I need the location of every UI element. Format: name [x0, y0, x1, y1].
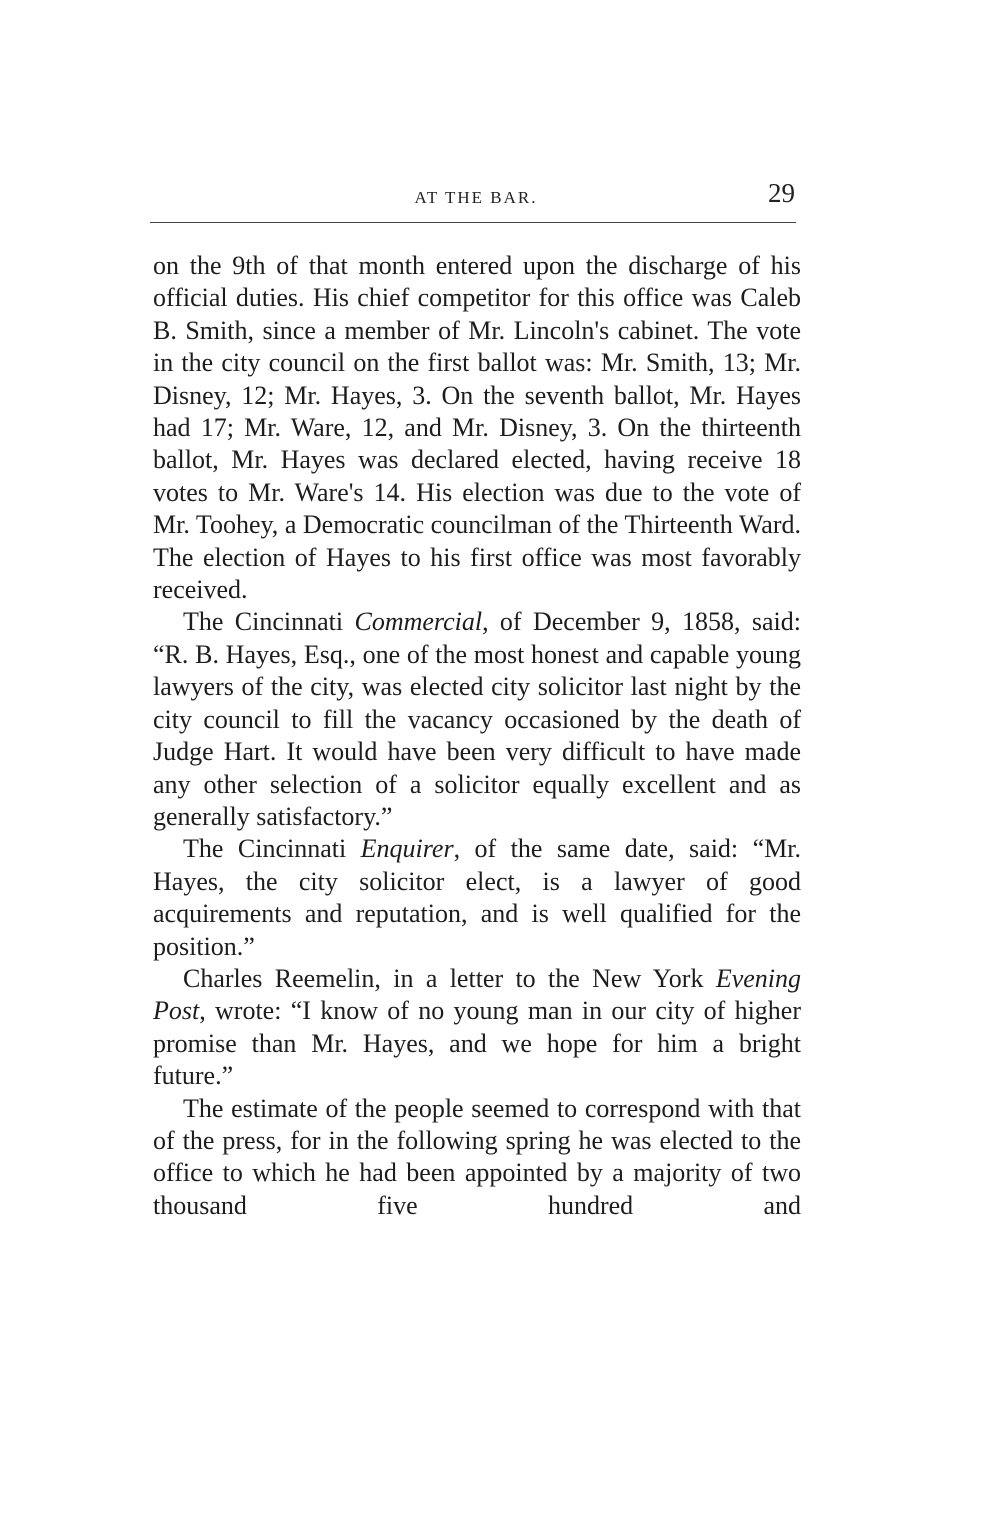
running-head [153, 176, 799, 216]
paragraph-3 [153, 833, 801, 963]
paragraph-4-text-b: , wrote: “I know of no young man in our city of higher promise than Mr. Hayes, and we hope for him a bright future.” [153, 996, 801, 1091]
newspaper-title-enquirer: Enquirer [360, 834, 454, 864]
paragraph-3-text-b: , of the same date, said: “Mr. Hayes, the city solicitor elect, is a lawyer of good acquirements and reputation, and is well qualified for the position.” [153, 834, 801, 961]
paragraph-3-text-a: The Cincinnati [183, 834, 361, 864]
paragraph-5 [153, 1093, 801, 1223]
paragraph-2-text-a: The Cincinnati [183, 607, 355, 637]
paragraph-1 [153, 250, 801, 606]
header-rule [150, 222, 796, 223]
page-number: 29 [768, 178, 795, 208]
paragraph-4 [153, 963, 801, 1093]
paragraph-1-text: on the 9th of that month entered upon the discharge of his official duties. His chief competitor for this office was Caleb B. Smith, since a member of Mr. Lincoln's cabinet. The vote in the city council on the first ballot was: Mr. Smith, 13; Mr. Disney, 12; Mr. Hayes, 3. On the seventh ballot, Mr. Hayes had 17; Mr. Ware, 12, and Mr. Disney, 3. On the thirteenth ballot, Mr. Hayes was declared elected, having receive 18 votes to Mr. Ware's 14. His election was due to the vote of Mr. Toohey, a Democratic councilman of the Thirteenth Ward. The election of Hayes to his first office was most favorably received. [153, 251, 801, 605]
paragraph-2-text-b: , of December 9, 1858, said: “R. B. Hayes, Esq., one of the most honest and capable young lawyers of the city, was elected city solicitor last night by the city council to fill the vacancy occasioned by the death of Judge Hart. It would have been very difficult to have made any other selection of a solicitor equally excellent and as generally satisfactory.” [153, 607, 801, 831]
body-text [153, 250, 801, 1222]
running-title: AT THE BAR. [414, 188, 538, 207]
newspaper-title-commercial: Commercial [354, 607, 483, 637]
newspaper-title-evening-post: Evening Post [153, 963, 801, 1026]
paragraph-5-text: The estimate of the people seemed to correspond with that of the press, for in the following spring he was elected to the office to which he had been appointed by a majority of two thousand five hundred and [153, 1093, 801, 1220]
paragraph-2 [153, 606, 801, 833]
paragraph-4-text-a: Charles Reemelin, in a letter to the New York [183, 963, 716, 993]
